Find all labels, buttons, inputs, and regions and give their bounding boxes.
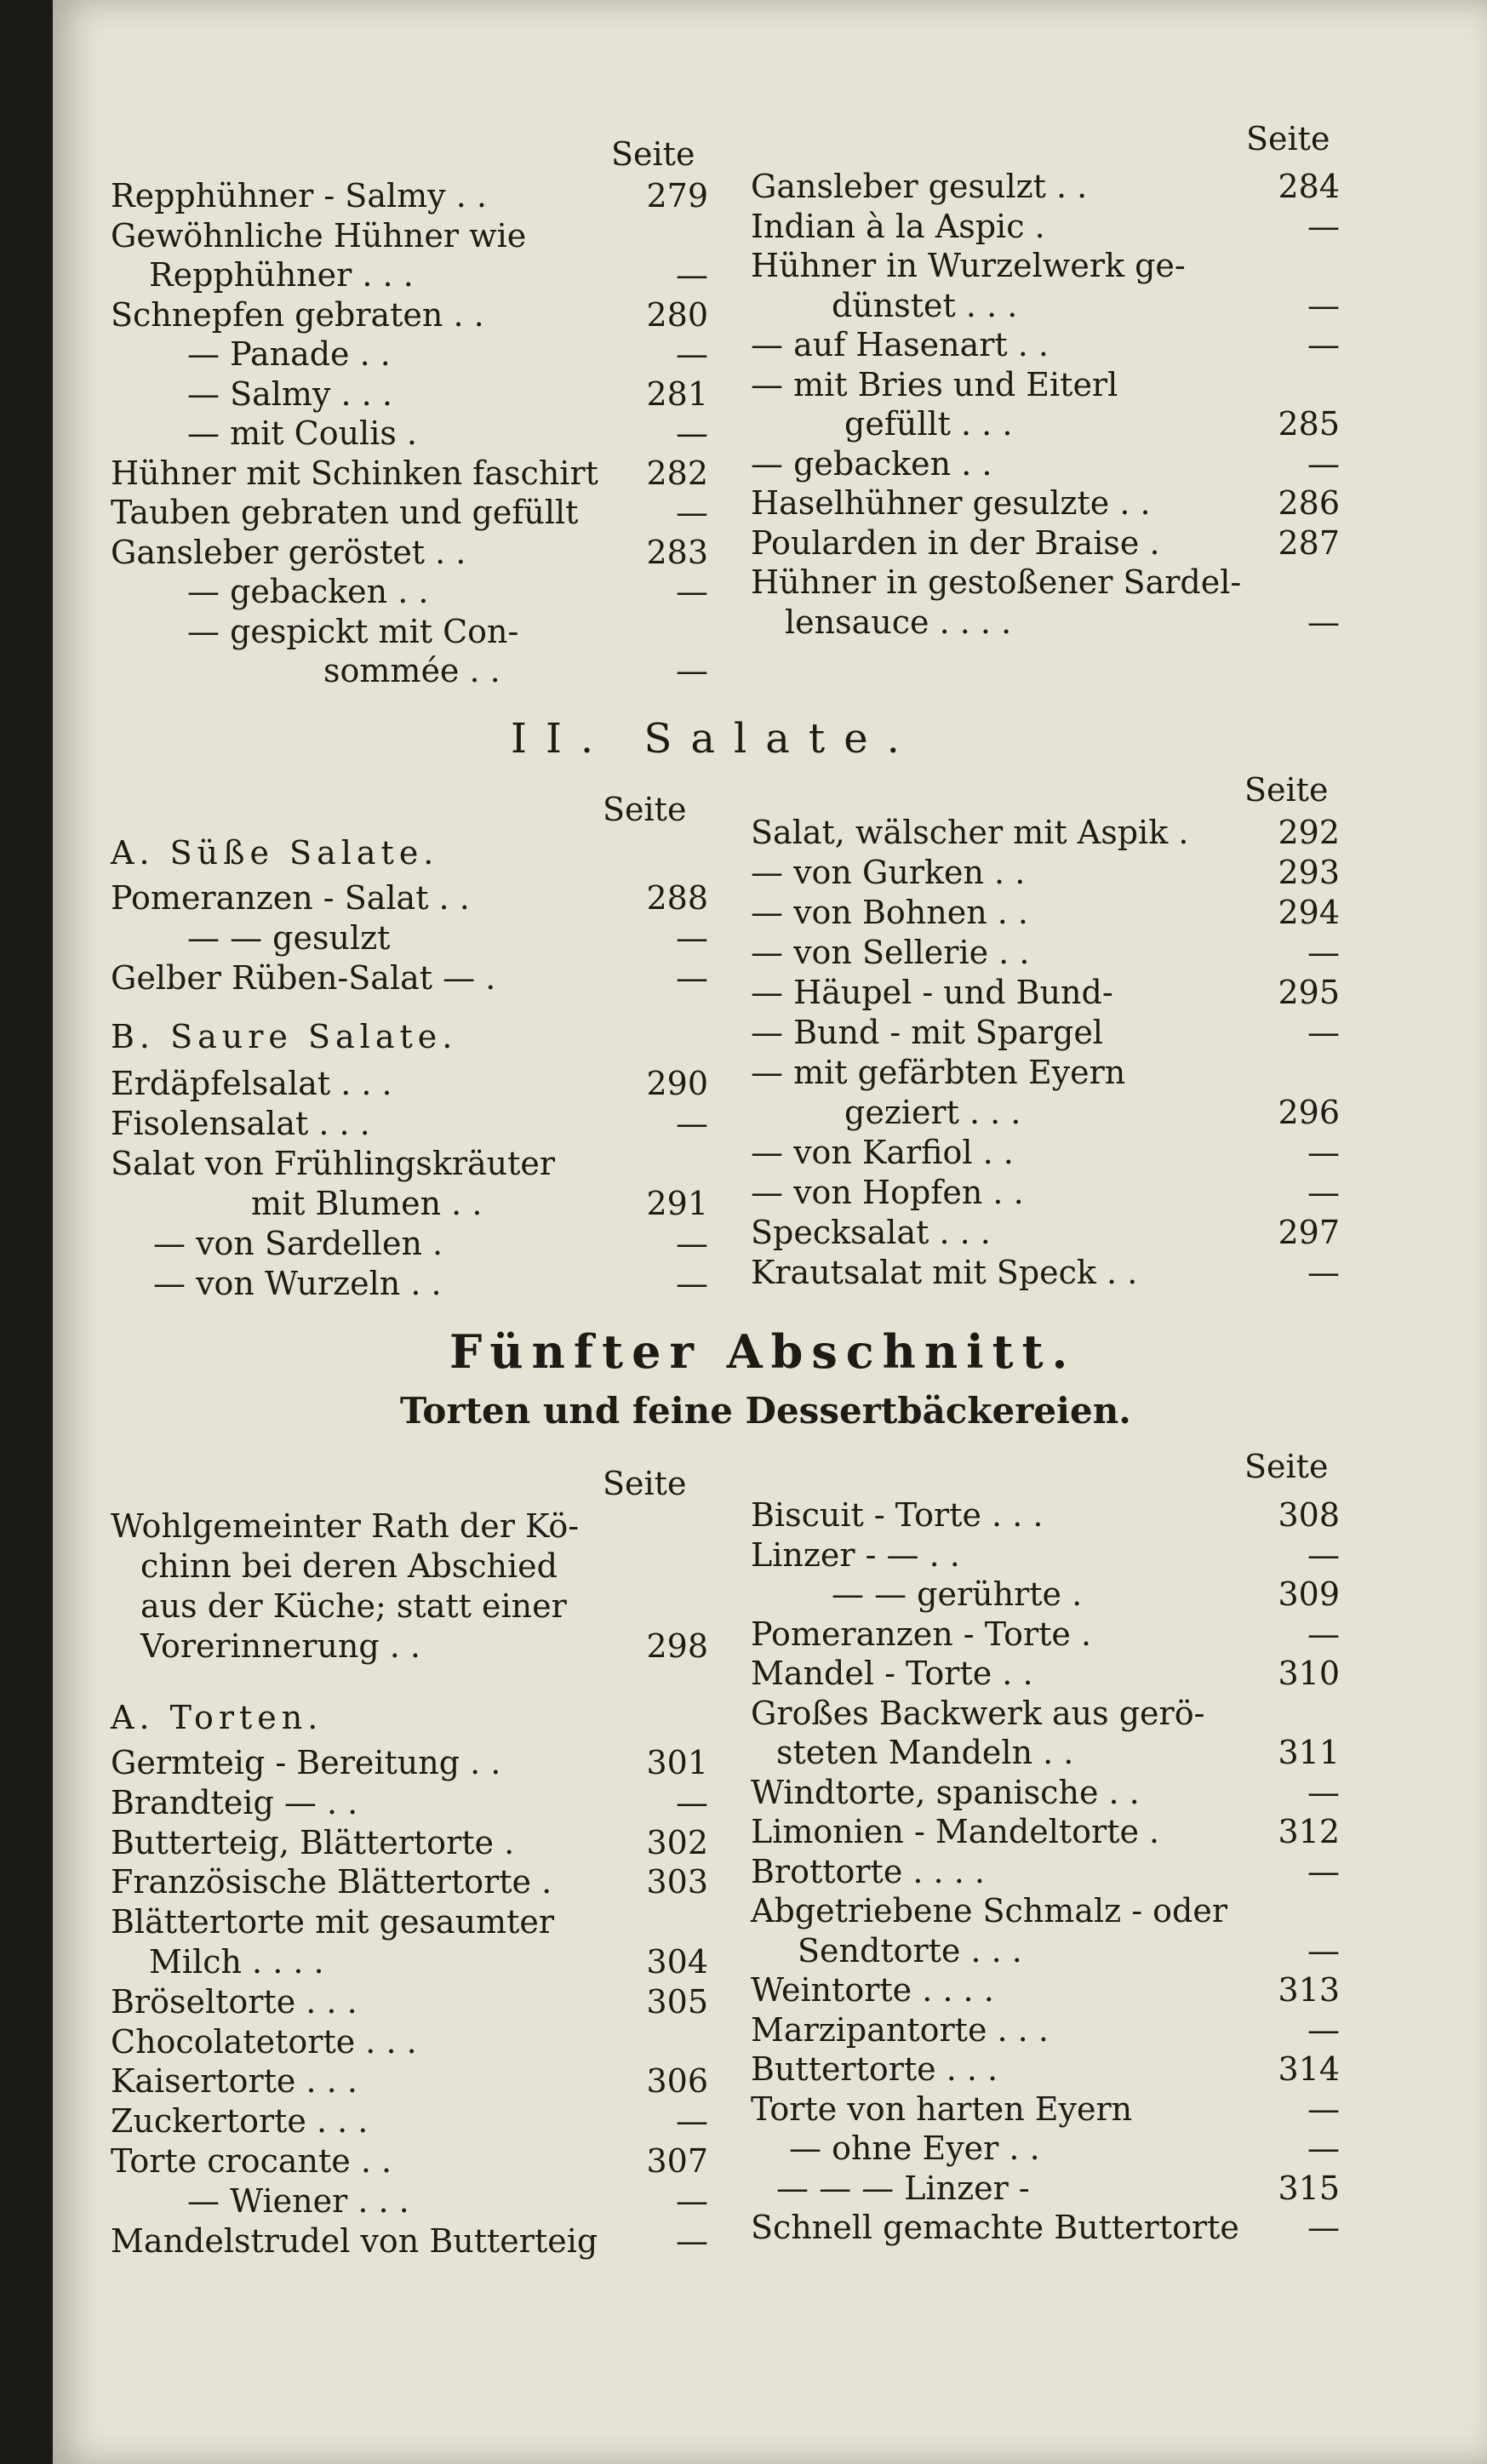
entry-text: Mandelstrudel von Butterteig	[111, 2221, 598, 2260]
entry-text: dünstet . . .	[832, 286, 1018, 324]
entry-text: — — — Linzer -	[776, 2169, 1030, 2207]
entry-page: —	[676, 1783, 708, 1821]
entry-text: — — gerührte .	[832, 1575, 1083, 1613]
entry-text: Pomeranzen - Torte .	[751, 1615, 1092, 1653]
entry-text: Buttertorte . . .	[751, 2050, 998, 2088]
entry-page: 286	[1278, 484, 1340, 522]
entry-text: — von Sardellen .	[153, 1225, 443, 1262]
entry-text: — von Hopfen . .	[751, 1174, 1024, 1211]
column-head-seite: Seite	[1244, 1448, 1329, 1485]
entry-text: Windtorte, spanische . .	[751, 1773, 1140, 1811]
entry-page: 311	[1278, 1734, 1340, 1771]
entry-page: 288	[646, 879, 708, 917]
entry-text: Fisolensalat . . .	[111, 1105, 370, 1142]
entry-text: Butterteig, Blättertorte .	[111, 1823, 515, 1861]
entry-page: —	[676, 494, 708, 531]
entry-text: Specksalat . . .	[751, 1214, 991, 1251]
entry-text: — gebacken . .	[751, 444, 992, 483]
entry-page: 283	[646, 533, 708, 571]
entry-page: 280	[646, 295, 708, 334]
entry-text: Haselhühner gesulzte . .	[751, 484, 1151, 522]
column-head-seite: Seite	[611, 135, 695, 173]
entry-page: —	[1307, 444, 1340, 483]
entry-text: Gansleber geröstet . .	[111, 533, 466, 571]
entry-text: — gebacken . .	[187, 573, 429, 610]
entry-text: Schnell gemachte Buttertorte	[751, 2209, 1239, 2246]
entry-page: 308	[1278, 1496, 1340, 1534]
entry-text: gefüllt . . .	[844, 405, 1013, 443]
entry-text: Brottorte . . . .	[751, 1852, 985, 1890]
entry-page: 279	[646, 177, 708, 214]
entry-page: —	[1307, 1134, 1340, 1171]
column-head-seite: Seite	[1246, 120, 1330, 157]
entry-page: —	[1307, 207, 1340, 245]
subsection-sour-salads: B. Saure Salate.	[111, 1018, 458, 1055]
entry-text: — ohne Eyer . .	[789, 2130, 1040, 2167]
entry-page: —	[676, 1265, 708, 1302]
entry-page: —	[1307, 2130, 1340, 2167]
entry-text: — von Sellerie . .	[751, 934, 1030, 971]
entry-text: Gansleber gesulzt . .	[751, 168, 1088, 205]
entry-page: —	[1307, 1931, 1340, 1969]
entry-text: Hühner in gestoßener Sardel-	[751, 563, 1242, 601]
entry-text: Blättertorte mit gesaumter	[111, 1903, 555, 1941]
chapter-subtitle: Torten und feine Dessertbäckereien.	[400, 1390, 1131, 1432]
entry-text: — von Gurken . .	[751, 854, 1026, 891]
entry-page: 302	[646, 1823, 708, 1861]
entry-text: Poularden in der Braise .	[751, 523, 1160, 562]
entry-page: 305	[646, 1982, 708, 2021]
entry-text: Gelber Rüben-Salat — .	[111, 959, 496, 997]
entry-text: Brandteig — . .	[111, 1783, 358, 1821]
entry-text: Mandel - Torte . .	[751, 1655, 1033, 1692]
entry-page: 282	[646, 454, 708, 492]
column-head-seite: Seite	[603, 791, 687, 828]
entry-text: Repphühner . . .	[149, 256, 414, 294]
entry-text: Linzer - — . .	[751, 1535, 960, 1574]
entry-text: Erdäpfelsalat . . .	[111, 1065, 392, 1102]
entry-text: Wohlgemeinter Rath der Kö-	[111, 1507, 580, 1545]
entry-page: —	[1307, 1852, 1340, 1890]
entry-page: —	[1307, 2010, 1340, 2049]
entry-page: 307	[646, 2142, 708, 2180]
entry-text: Krautsalat mit Speck . .	[751, 1254, 1138, 1291]
entry-page: 291	[646, 1185, 708, 1222]
entry-text: Torte crocante . .	[111, 2142, 392, 2180]
entry-page: 312	[1278, 1813, 1340, 1850]
entry-text: — Panade . .	[187, 335, 391, 373]
entry-page: 295	[1278, 974, 1340, 1011]
entry-text: Tauben gebraten und gefüllt	[111, 494, 579, 531]
entry-page: —	[676, 2181, 708, 2220]
entry-text: — Salmy . . .	[187, 374, 392, 413]
entry-page: 310	[1278, 1655, 1340, 1692]
entry-page: 298	[646, 1627, 708, 1665]
entry-text: Repphühner - Salmy . .	[111, 177, 487, 214]
entry-page: —	[1307, 1535, 1340, 1574]
entry-page: —	[676, 1225, 708, 1262]
entry-page: —	[676, 1105, 708, 1142]
entry-text: Französische Blättertorte .	[111, 1863, 552, 1901]
entry-text: Milch . . . .	[149, 1943, 324, 1981]
chapter-title: Fünfter Abschnitt.	[449, 1324, 1077, 1379]
entry-text: — Wiener . . .	[187, 2181, 409, 2220]
entry-page: —	[1307, 2090, 1340, 2128]
entry-page: —	[676, 959, 708, 997]
column-head-seite: Seite	[1244, 771, 1329, 809]
entry-page: —	[676, 2102, 708, 2141]
entry-page: 297	[1278, 1214, 1340, 1251]
column-head-seite: Seite	[603, 1465, 687, 1502]
entry-text: — von Bohnen . .	[751, 894, 1029, 931]
section-title-salate: II. Salate.	[511, 715, 918, 763]
book-page	[53, 0, 1487, 2464]
entry-text: — auf Hasenart . .	[751, 326, 1049, 363]
entry-text: Schnepfen gebraten . .	[111, 295, 484, 334]
entry-page: —	[1307, 1014, 1340, 1051]
entry-text: — von Karfiol . .	[751, 1134, 1014, 1171]
entry-text: aus der Küche; statt einer	[140, 1587, 567, 1625]
entry-page: 306	[646, 2062, 708, 2101]
entry-page: 285	[1278, 405, 1340, 443]
entry-page: —	[1307, 934, 1340, 971]
entry-text: sommée . .	[323, 652, 500, 689]
entry-text: Hühner mit Schinken faschirt	[111, 454, 598, 492]
entry-page: —	[1307, 326, 1340, 363]
entry-text: — Häupel - und Bund-	[751, 974, 1113, 1011]
entry-page: —	[1307, 286, 1340, 324]
entry-text: Salat, wälscher mit Aspik .	[751, 814, 1189, 851]
entry-text: chinn bei deren Abschied	[140, 1547, 558, 1585]
entry-page: 303	[646, 1863, 708, 1901]
entry-page: —	[676, 573, 708, 610]
entry-text: Bröseltorte . . .	[111, 1982, 357, 2021]
entry-text: steten Mandeln . .	[776, 1734, 1074, 1771]
entry-page: —	[1307, 2209, 1340, 2246]
entry-text: Germteig - Bereitung . .	[111, 1744, 501, 1781]
entry-page: —	[676, 256, 708, 294]
entry-text: Pomeranzen - Salat . .	[111, 879, 470, 917]
entry-text: Chocolatetorte . . .	[111, 2022, 417, 2061]
entry-text: Großes Backwerk aus gerö-	[751, 1694, 1205, 1732]
entry-text: mit Blumen . .	[251, 1185, 483, 1222]
entry-page: 301	[646, 1744, 708, 1781]
entry-text: — — gesulzt	[187, 919, 391, 957]
entry-page: 296	[1278, 1094, 1340, 1131]
entry-page: 281	[646, 374, 708, 413]
entry-text: Hühner in Wurzelwerk ge-	[751, 247, 1186, 284]
entry-text: Torte von harten Eyern	[751, 2090, 1133, 2128]
subsection-torten: A. Torten.	[111, 1699, 323, 1736]
entry-text: — gespickt mit Con-	[187, 612, 519, 650]
entry-page: 294	[1278, 894, 1340, 931]
subsection-sweet-salads: A. Süße Salate.	[111, 834, 439, 872]
entry-page: —	[1307, 1773, 1340, 1811]
entry-text: Indian à la Aspic .	[751, 207, 1045, 245]
entry-page: 304	[646, 1943, 708, 1981]
entry-text: Gewöhnliche Hühner wie	[111, 216, 527, 254]
entry-page: —	[1307, 603, 1340, 641]
entry-page: 309	[1278, 1575, 1340, 1613]
entry-page: 314	[1278, 2050, 1340, 2088]
entry-page: 284	[1278, 168, 1340, 205]
entry-page: —	[1307, 1615, 1340, 1653]
entry-page: 313	[1278, 1971, 1340, 2009]
entry-text: Salat von Frühlingskräuter	[111, 1145, 556, 1182]
entry-page: —	[676, 2221, 708, 2260]
entry-page: 315	[1278, 2169, 1340, 2207]
entry-page: 293	[1278, 854, 1340, 891]
entry-text: — Bund - mit Spargel	[751, 1014, 1103, 1051]
entry-text: geziert . . .	[844, 1094, 1021, 1131]
entry-text: Biscuit - Torte . . .	[751, 1496, 1044, 1534]
entry-text: Zuckertorte . . .	[111, 2102, 369, 2141]
entry-text: lensauce . . . .	[785, 603, 1012, 641]
entry-text: Abgetriebene Schmalz - oder	[751, 1892, 1228, 1929]
entry-page: —	[676, 335, 708, 373]
entry-page: —	[676, 919, 708, 957]
entry-page: 292	[1278, 814, 1340, 851]
entry-text: — von Wurzeln . .	[153, 1265, 442, 1302]
entry-page: —	[1307, 1174, 1340, 1211]
entry-text: Limonien - Mandeltorte .	[751, 1813, 1160, 1850]
entry-text: Weintorte . . . .	[751, 1971, 994, 2009]
entry-page: —	[676, 652, 708, 689]
entry-page: 290	[646, 1065, 708, 1102]
entry-text: — mit Coulis .	[187, 414, 418, 452]
entry-text: — mit Bries und Eiterl	[751, 365, 1118, 403]
entry-page: —	[1307, 1254, 1340, 1291]
entry-text: Sendtorte . . .	[798, 1931, 1022, 1969]
entry-text: — mit gefärbten Eyern	[751, 1054, 1126, 1091]
entry-text: Marzipantorte . . .	[751, 2010, 1049, 2049]
entry-text: Kaisertorte . . .	[111, 2062, 357, 2101]
entry-text: Vorerinnerung . .	[140, 1627, 420, 1665]
entry-page: —	[676, 414, 708, 452]
entry-page: 287	[1278, 523, 1340, 562]
